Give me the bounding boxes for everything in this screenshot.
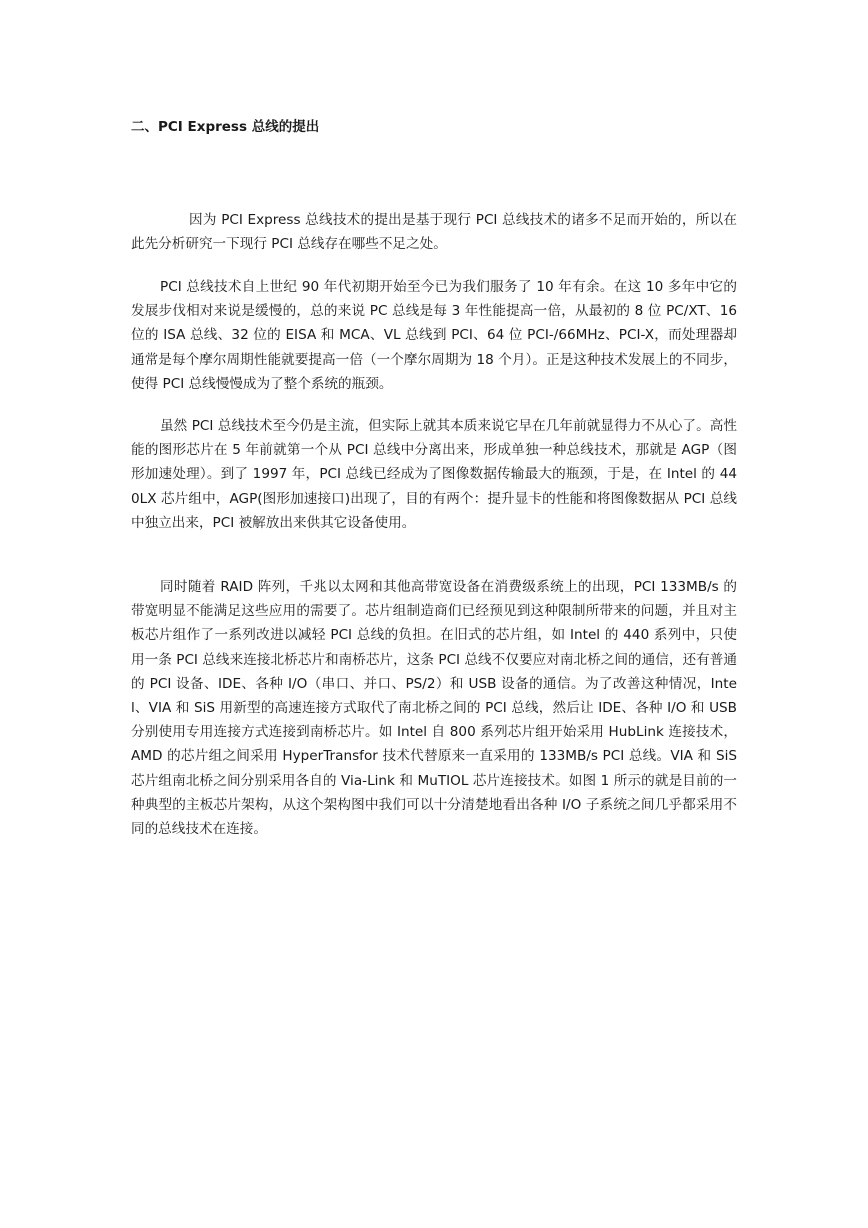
paragraph-intro: 因为 PCI Express 总线技术的提出是基于现行 PCI 总线技术的诸多不足而开始的，所以在此先分析研究一下现行 PCI 总线存在哪些不足之处。 — [131, 212, 737, 253]
section-heading: 二、PCI Express 总线的提出 — [131, 119, 320, 135]
paragraph-agp: 虽然 PCI 总线技术至今仍是主流，但实际上就其本质来说它早在几年前就显得力不从心了。高性能的图形芯片在 5 年前就第一个从 PCI 总线中分离出来，形成单独一种总线技术，那就是 AGP（图形加速处理）。到了 1997 年，PCI 总线已经成为了图像数据传输最大的瓶颈，于是，在 Intel 的 440LX 芯片组中，AGP(图形加速接口)出现了，目的有两个：提升显卡的性能和将图像数据从 PCI 总线中独立出来，PCI 被解放出来供其它设备使用。 — [131, 418, 737, 531]
paragraph-chipset: 同时随着 RAID 阵列，千兆以太网和其他高带宽设备在消费级系统上的出现，PCI 133MB/s 的带宽明显不能满足这些应用的需要了。芯片组制造商们已经预见到这种限制所带来的问题，并且对主板芯片组作了一系列改进以减轻 PCI 总线的负担。在旧式的芯片组，如 Intel 的 440 系列中，只使用一条 PCI 总线来连接北桥芯片和南桥芯片，这条 PCI 总线不仅要应对南北桥之间的通信，还有普通的 PCI 设备、IDE、各种 I/O（串口、并口、PS/2）和 USB 设备的通信。为了改善这种情况，Intel、VIA 和 SiS 用新型的高速连接方式取代了南北桥之间的 PCI 总线，然后让 IDE、各种 I/O 和 USB 分别使用专用连接方式连接到南桥芯片。如 Intel 自 800 系列芯片组开始采用 HubLink 连接技术，AMD 的芯片组之间采用 HyperTransfor 技术代替原来一直采用的 133MB/s PCI 总线。VIA 和 SiS 芯片组南北桥之间分别采用各自的 Via-Link 和 MuTIOL 芯片连接技术。如图 1 所示的就是目前的一种典型的主板芯片架构，从这个架构图中我们可以十分清楚地看出各种 I/O 子系统之间几乎都采用不同的总线技术在连接。 — [131, 579, 737, 838]
paragraph-history: PCI 总线技术自上世纪 90 年代初期开始至今已为我们服务了 10 年有余。在这 10 多年中它的发展步伐相对来说是缓慢的，总的来说 PC 总线是每 3 年性能提高一倍，从最初的 8 位 PC/XT、16 位的 ISA 总线、32 位的 EISA 和 MCA、VL 总线到 PCI、64 位 PCI-/66MHz、PCI-X，而处理器却通常是每个摩尔周期性能就要提高一倍（一个摩尔周期为 18 个月）。正是这种技术发展上的不同步，使得 PCI 总线慢慢成为了整个系统的瓶颈。 — [131, 279, 737, 392]
